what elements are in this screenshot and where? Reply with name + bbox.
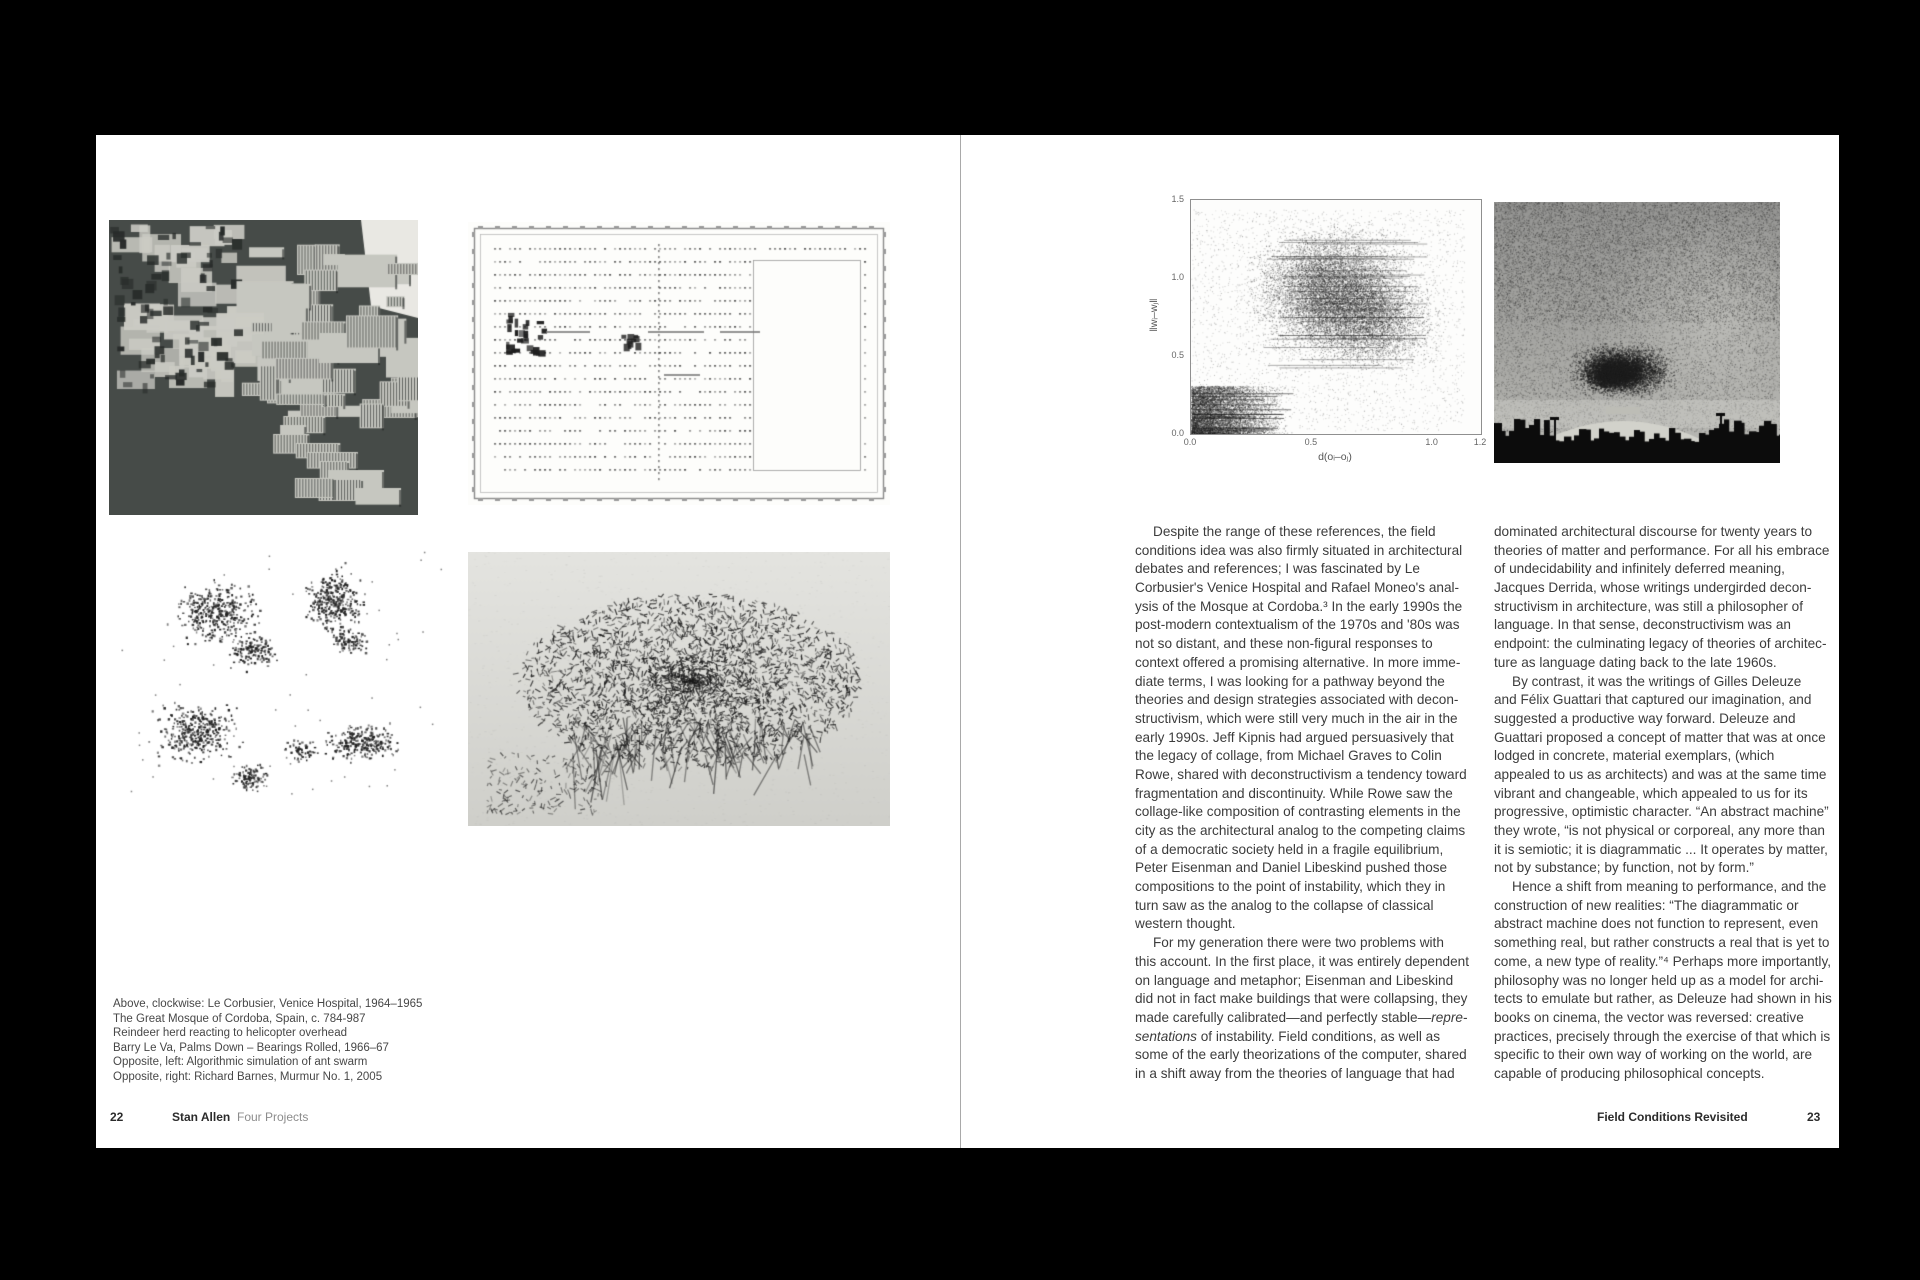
- text-line: the legacy of collage, from Michael Graves to Colin: [1135, 748, 1442, 764]
- text-line: Guattari proposed a concept of matter that was at once: [1494, 729, 1826, 745]
- caption-line: The Great Mosque of Cordoba, Spain, c. 784-987: [113, 1012, 366, 1025]
- y-tick-label: 0.0: [1171, 428, 1184, 438]
- text-line: western thought.: [1135, 916, 1236, 932]
- text-line: theories of matter and performance. For all his embrace: [1494, 542, 1830, 558]
- footer-page-number-left: 22: [110, 1110, 124, 1124]
- text-line: and Félix Guattari that captured our imagination, and: [1494, 692, 1812, 708]
- book-spread: [96, 135, 1839, 1148]
- text-line: appealed to us as architects) and was at the same time: [1494, 766, 1827, 782]
- text-line: of undecidability and infinitely deferred meaning,: [1494, 561, 1785, 577]
- scatter-plot-figure: [1128, 185, 1488, 477]
- text-line: come, a new type of reality.”⁴ Perhaps more importantly,: [1494, 953, 1832, 969]
- text-line: turn saw as the analog to the collapse of classical: [1135, 897, 1434, 913]
- text-line: philosophy was no longer held up as a model for archi-: [1494, 972, 1824, 988]
- text-line: post-modern contextualism of the 1970s and '80s was: [1135, 617, 1460, 633]
- text-line: Peter Eisenman and Daniel Libeskind pushed those: [1135, 860, 1448, 876]
- caption-line: Opposite, right: Richard Barnes, Murmur No. 1, 2005: [113, 1070, 383, 1083]
- caption-line: Above, clockwise: Le Corbusier, Venice Hospital, 1964–1965: [113, 998, 423, 1010]
- text-line: Despite the range of these references, the field: [1153, 524, 1436, 539]
- text-line: some of the early theorizations of the computer, shared: [1135, 1047, 1467, 1063]
- text-line: structivism, which were still very much in the air in the: [1135, 710, 1458, 726]
- text-line: Jacques Derrida, whose writings undergirded decon-: [1494, 580, 1812, 596]
- x-axis-label: d(oᵢ–oⱼ): [1318, 451, 1352, 463]
- text-line: diate terms, I was looking for a pathway beyond the: [1135, 673, 1445, 689]
- text-line: lodged in concrete, material exemplars, (which: [1494, 748, 1775, 764]
- text-line: practices, precisely through the exercise of that which is: [1494, 1028, 1831, 1044]
- text-line: dominated architectural discourse for twenty years to: [1494, 524, 1813, 539]
- text-line: on language and metaphor; Eisenman and Libeskind: [1135, 972, 1454, 988]
- text-line: progressive, optimistic character. “An abstract machine”: [1494, 804, 1829, 820]
- page-gutter: [960, 135, 961, 1148]
- text-line: suggested a productive way forward. Deleuze and: [1494, 710, 1796, 726]
- text-line: of a democratic society held in a fragile equilibrium,: [1135, 841, 1444, 857]
- text-line: they wrote, “is not physical or corporeal, any more than: [1494, 823, 1825, 838]
- text-line: abstract machine does not function to represent, even: [1494, 916, 1819, 932]
- text-line: did not in fact make buildings that were collapsing, they: [1135, 991, 1468, 1007]
- text-line: not by substance; by function, not by form.”: [1494, 860, 1754, 876]
- text-line: ysis of the Mosque at Cordoba.³ In the early 1990s the: [1135, 598, 1463, 614]
- text-line: language. In that sense, deconstructivism was an: [1494, 617, 1791, 633]
- text-line: Hence a shift from meaning to performance, and the: [1512, 879, 1827, 895]
- footer-author: Stan Allen: [172, 1110, 231, 1124]
- text-line: Rowe, shared with deconstructivism a tendency toward: [1135, 766, 1467, 782]
- text-line: theories and design strategies associated with decon-: [1135, 692, 1459, 708]
- reindeer-herd-image: [468, 552, 890, 826]
- text-line: city as the architectural analog to the competing claims: [1135, 823, 1466, 838]
- text-line: early 1990s. Jeff Kipnis had argued persuasively that: [1135, 729, 1454, 745]
- text-line: For my generation there were two problems with: [1153, 935, 1444, 951]
- text-line: in a shift away from the theories of language that had: [1135, 1065, 1455, 1081]
- venice-hospital-image: [109, 220, 418, 515]
- y-tick-label: 0.5: [1171, 350, 1184, 360]
- text-line: tects to emulate but rather, as Deleuze had shown in his: [1494, 991, 1832, 1007]
- y-tick-label: 1.5: [1171, 194, 1184, 204]
- caption-line: Reindeer herd reacting to helicopter overhead: [113, 1027, 347, 1040]
- text-line: collage-like composition of contrasting elements in the: [1135, 804, 1461, 820]
- text-line: ture as language dating back to the late 1960s.: [1494, 654, 1777, 670]
- text-line: capable of producing philosophical concepts.: [1494, 1065, 1765, 1081]
- body-column-2: [1494, 523, 1840, 1084]
- text-line: structivism in architecture, was still a philosopher of: [1494, 598, 1803, 614]
- image-captions: [113, 997, 422, 1085]
- text-line: books on cinema, the vector was reversed: creative: [1494, 1009, 1804, 1025]
- text-line: endpoint: the culminating legacy of theories of architec-: [1494, 636, 1827, 652]
- text-line: conditions idea was also firmly situated in architectural: [1135, 542, 1463, 558]
- y-tick-label: 1.0: [1171, 272, 1184, 282]
- text-line: vibrant and changeable, which appealed to us for its: [1494, 785, 1808, 801]
- caption-line: Barry Le Va, Palms Down – Bearings Rolled, 1966–67: [113, 1041, 389, 1054]
- ant-swarm-image: [121, 550, 451, 805]
- text-line: construction of new realities: “The diagrammatic or: [1494, 897, 1799, 913]
- text-line: fragmentation and discontinuity. While Rowe saw the: [1135, 785, 1453, 801]
- text-line: specific to their own way of working on the world, are: [1494, 1047, 1813, 1063]
- text-line: not so distant, and these non-figural responses to: [1135, 636, 1433, 652]
- x-tick-label: 1.2: [1473, 437, 1487, 447]
- text-line: compositions to the point of instability, which they in: [1135, 879, 1446, 895]
- text-line: something real, but rather constructs a real that is yet to: [1494, 935, 1830, 951]
- text-line: sentations of instability. Field conditions, as well as: [1135, 1028, 1441, 1044]
- cordoba-plan-image: [468, 222, 890, 505]
- footer-book-title: Four Projects: [237, 1110, 309, 1124]
- text-line: debates and references; I was fascinated by Le: [1135, 561, 1420, 577]
- text-line: made carefully calibrated—and perfectly stable—repre-: [1135, 1009, 1468, 1025]
- body-column-1: [1135, 523, 1487, 1084]
- text-line: this account. In the first place, it was entirely dependent: [1135, 953, 1469, 969]
- x-tick-label: 0.0: [1183, 437, 1197, 447]
- text-line: context offered a promising alternative. In more imme-: [1135, 654, 1461, 670]
- caption-line: Opposite, left: Algorithmic simulation of ant swarm: [113, 1056, 368, 1069]
- y-axis-label: ‖wᵢ–wⱼ‖: [1148, 298, 1160, 332]
- footer-page-number-right: 23: [1807, 1110, 1821, 1124]
- text-line: it is semiotic; it is diagrammatic ... It operates by matter,: [1494, 841, 1828, 857]
- text-line: Corbusier's Venice Hospital and Rafael Moneo's anal-: [1135, 580, 1460, 596]
- scatter-plot-points: [1191, 200, 1481, 434]
- murmuration-image: [1494, 202, 1780, 463]
- text-line: By contrast, it was the writings of Gilles Deleuze: [1512, 673, 1802, 689]
- footer-chapter-title: Field Conditions Revisited: [1597, 1110, 1748, 1124]
- x-tick-label: 1.0: [1425, 437, 1438, 447]
- x-tick-label: 0.5: [1304, 437, 1318, 447]
